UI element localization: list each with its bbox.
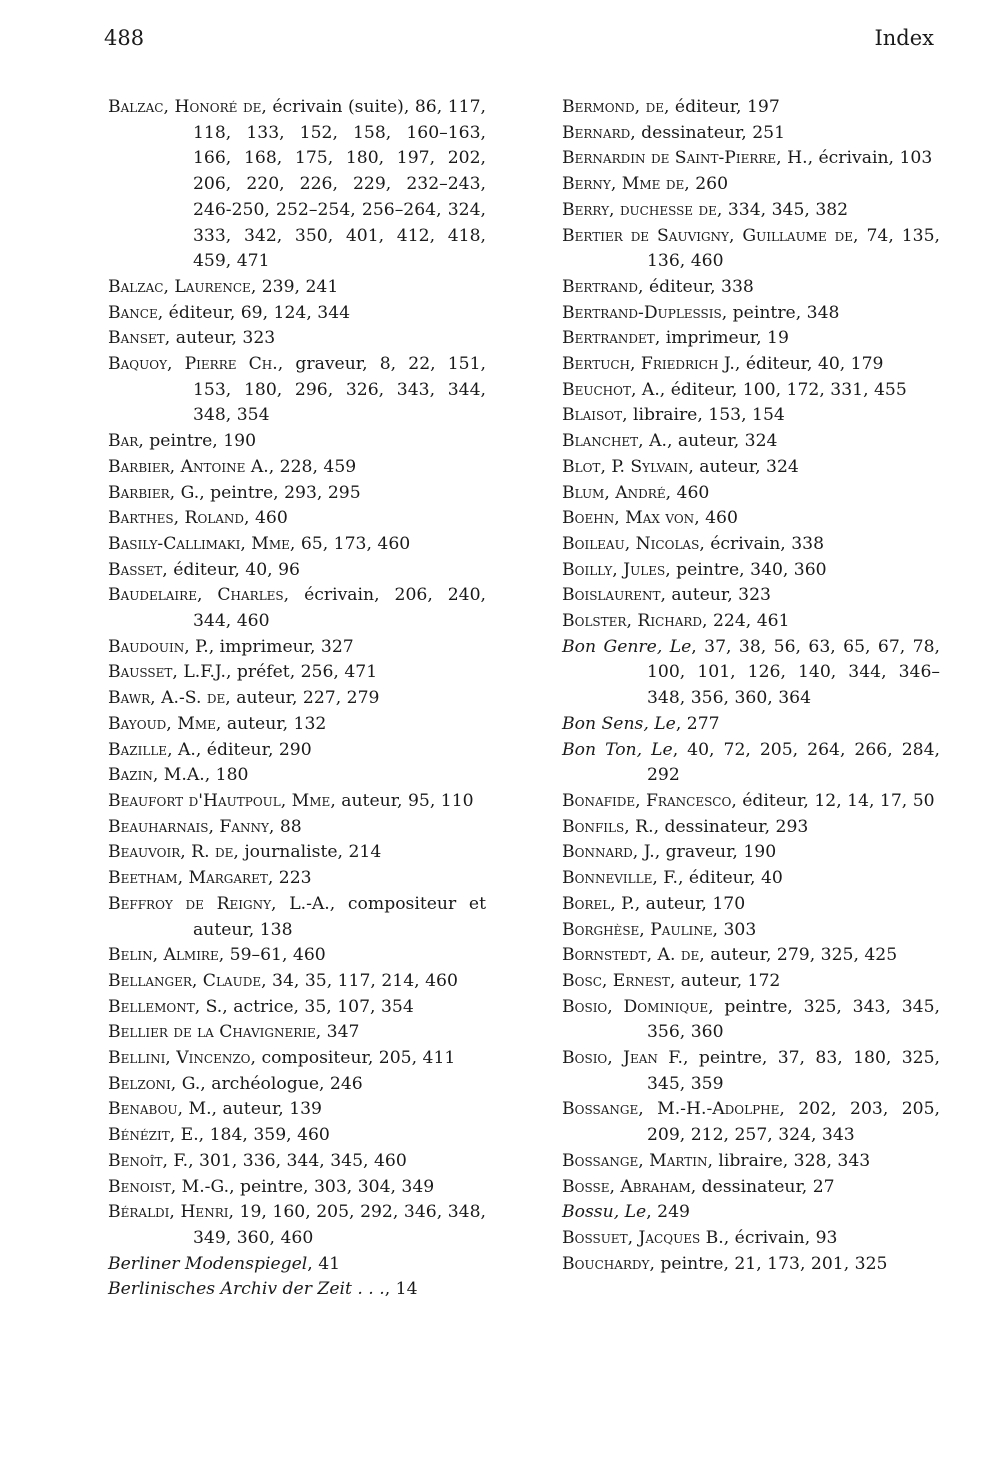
entry-title: Bon Ton, Le <box>562 739 673 760</box>
index-entry <box>562 326 940 352</box>
index-entry <box>108 1097 486 1123</box>
entry-name: Boilly, Jules <box>562 559 666 580</box>
index-entry <box>108 275 486 301</box>
index-entry <box>562 224 940 275</box>
entry-references: , 74, 135, 136, 460 <box>647 225 940 272</box>
index-entry <box>108 583 486 634</box>
entry-name: Bernard <box>562 122 631 143</box>
index-entry <box>108 660 486 686</box>
entry-name: Borel, P. <box>562 893 635 914</box>
entry-references: , libraire, 153, 154 <box>622 405 785 426</box>
entry-references: , 239, 241 <box>250 276 339 297</box>
entry-references: , éditeur, 338 <box>638 276 754 297</box>
entry-name: Bosse, Abraham <box>562 1176 691 1197</box>
entry-name: Bosio, Jean F. <box>562 1048 683 1069</box>
entry-references: , écrivain, 206, 240, 344, 460 <box>193 585 487 632</box>
entry-references: , 41 <box>307 1253 341 1274</box>
entry-references: , compositeur et auteur, 138 <box>193 893 486 940</box>
index-entry <box>562 738 940 789</box>
entry-references: , auteur, 279, 325, 425 <box>699 945 898 966</box>
page-number: 488 <box>104 26 145 50</box>
entry-references: , 277 <box>675 713 720 734</box>
index-entry <box>562 506 940 532</box>
index-entry <box>108 429 486 455</box>
entry-references: , auteur, 324 <box>688 456 799 477</box>
entry-references: , 224, 461 <box>702 611 790 632</box>
entry-references: , dessinateur, 251 <box>630 122 786 143</box>
index-entry <box>108 840 486 866</box>
entry-name: Boileau, Nicolas <box>562 533 700 554</box>
entry-references: , 303 <box>712 919 757 940</box>
index-entry <box>562 378 940 404</box>
entry-references: , journaliste, 214 <box>233 842 382 863</box>
entry-references: , éditeur, 40 <box>677 868 783 889</box>
entry-title: Bon Genre, Le <box>562 636 692 657</box>
entry-references: , libraire, 328, 343 <box>707 1150 871 1171</box>
entry-references: , dessinateur, 27 <box>690 1176 835 1197</box>
entry-name: Boislaurent <box>562 585 661 606</box>
index-entry <box>108 712 486 738</box>
entry-references: , éditeur, 12, 14, 17, 50 <box>731 790 935 811</box>
index-entry <box>562 146 940 172</box>
entry-name: Beuchot, A. <box>562 379 660 400</box>
entry-name: Bance <box>108 302 158 323</box>
entry-references: , auteur, 323 <box>660 585 771 606</box>
index-entry <box>108 763 486 789</box>
entry-references: , auteur, 172 <box>669 970 781 991</box>
entry-name: Bonneville, F. <box>562 868 678 889</box>
index-entry <box>108 995 486 1021</box>
entry-name: Baquoy, Pierre Ch. <box>108 354 278 375</box>
entry-name: Bellini, Vincenzo <box>108 1048 251 1069</box>
section-title: Index <box>874 26 934 50</box>
entry-references: , peintre, 21, 173, 201, 325 <box>649 1253 888 1274</box>
entry-references: , 37, 38, 56, 63, 65, 67, 78, 100, 101, 126, 140, 344, 346–348, 356, 360, 364 <box>647 636 941 709</box>
entry-name: Bayoud, Mme <box>108 713 216 734</box>
index-entry <box>108 1175 486 1201</box>
index-entry <box>108 455 486 481</box>
entry-references: , 65, 173, 460 <box>289 533 411 554</box>
index-entry <box>562 1097 940 1148</box>
entry-name: Bazille, A. <box>108 739 196 760</box>
entry-name: Berny, Mme de <box>562 174 685 195</box>
entry-name: Baudelaire, Charles <box>108 585 284 606</box>
index-entry <box>562 429 940 455</box>
entry-references: , graveur, 190 <box>654 842 777 863</box>
entry-name: Bellier de la Chavignerie <box>108 1022 316 1043</box>
index-entry <box>562 892 940 918</box>
entry-name: Bolster, Richard <box>562 611 703 632</box>
entry-name: Bénézit, E. <box>108 1125 199 1146</box>
entry-name: Balzac, Laurence <box>108 276 251 297</box>
entry-name: Bausset, L.F.J. <box>108 662 226 683</box>
entry-name: Bosc, Ernest <box>562 970 670 991</box>
index-entry <box>562 1149 940 1175</box>
index-entry <box>562 1200 940 1226</box>
entry-name: Borghèse, Pauline <box>562 919 713 940</box>
index-entry <box>108 1149 486 1175</box>
entry-name: Beetham, Margaret <box>108 868 268 889</box>
entry-references: , auteur, 95, 110 <box>330 790 474 811</box>
entry-name: Bossange, Martin <box>562 1150 708 1171</box>
index-entry <box>562 1046 940 1097</box>
entry-references: , auteur, 227, 279 <box>225 688 380 709</box>
index-entry <box>562 969 940 995</box>
entry-name: Bouchardy <box>562 1253 650 1274</box>
entry-name: Berry, duchesse de <box>562 199 717 220</box>
index-entry <box>108 892 486 943</box>
entry-references: , 223 <box>267 868 312 889</box>
entry-references: , archéologue, 246 <box>200 1073 363 1094</box>
entry-name: Benoist, M.-G. <box>108 1176 230 1197</box>
entry-references: , peintre, 348 <box>721 302 840 323</box>
entry-references: , 34, 35, 117, 214, 460 <box>261 970 458 991</box>
entry-name: Blaisot <box>562 405 623 426</box>
entry-name: Bertrand-Duplessis <box>562 302 722 323</box>
index-entry <box>108 532 486 558</box>
entry-name: Bonafide, Francesco <box>562 790 732 811</box>
entry-title: Bossu, Le <box>562 1202 647 1223</box>
entry-references: , peintre, 340, 360 <box>665 559 827 580</box>
index-entry <box>108 1020 486 1046</box>
entry-references: , 88 <box>268 816 302 837</box>
entry-references: , auteur, 324 <box>666 431 778 452</box>
entry-title: Berliner Modenspiegel <box>108 1253 308 1274</box>
index-entry <box>562 301 940 327</box>
index-entry <box>562 121 940 147</box>
entry-name: Blum, André <box>562 482 666 503</box>
entry-references: , auteur, 323 <box>164 328 276 349</box>
index-entry <box>108 506 486 532</box>
index-entry <box>562 712 940 738</box>
entry-references: , peintre, 293, 295 <box>199 482 361 503</box>
entry-references: , 460 <box>694 508 738 529</box>
index-entry <box>108 815 486 841</box>
index-entry <box>108 1200 486 1251</box>
index-entry <box>562 403 940 429</box>
index-entry <box>108 352 486 429</box>
entry-name: Bertrandet <box>562 328 655 349</box>
entry-references: , éditeur, 40, 179 <box>734 354 884 375</box>
entry-name: Bar <box>108 431 139 452</box>
entry-references: , actrice, 35, 107, 354 <box>222 996 414 1017</box>
entry-references: , imprimeur, 327 <box>208 636 354 657</box>
index-entry <box>562 352 940 378</box>
entry-name: Basily-Callimaki, Mme <box>108 533 290 554</box>
index-entry <box>108 301 486 327</box>
index-entry <box>562 1226 940 1252</box>
entry-name: Bellanger, Claude <box>108 970 262 991</box>
entry-name: Bertuch, Friedrich J. <box>562 354 735 375</box>
entry-references: , écrivain, 338 <box>699 533 825 554</box>
index-entry <box>562 95 940 121</box>
entry-references: , peintre, 37, 83, 180, 325, 345, 359 <box>647 1048 940 1094</box>
entry-name: Beaufort d'Hautpoul, Mme <box>108 790 331 811</box>
index-entry <box>108 1252 486 1278</box>
index-entry <box>562 198 940 224</box>
entry-name: Belzoni, G. <box>108 1073 201 1094</box>
index-entry <box>562 815 940 841</box>
entry-references: , préfet, 256, 471 <box>225 662 378 683</box>
index-entry <box>108 481 486 507</box>
entry-name: Beauharnais, Fanny <box>108 816 269 837</box>
index-entry <box>562 275 940 301</box>
entry-references: , imprimeur, 19 <box>654 328 789 349</box>
entry-name: Bonnard, J. <box>562 842 655 863</box>
entry-name: Bertier de Sauvigny, Guillaume de <box>562 225 854 246</box>
running-header <box>104 26 934 56</box>
entry-references: , 249 <box>646 1202 690 1223</box>
entry-name: Bernardin de Saint-Pierre, H. <box>562 148 808 169</box>
entry-references: , 334, 345, 382 <box>716 199 849 220</box>
entry-name: Benoît, F. <box>108 1150 189 1171</box>
entry-name: Balzac, Honoré de <box>108 97 262 117</box>
entry-name: Beauvoir, R. de <box>108 842 234 863</box>
index-entry <box>562 583 940 609</box>
entry-references: , écrivain, 103 <box>807 148 933 169</box>
entry-references: , 460 <box>665 482 710 503</box>
entry-name: Bazin, M.A. <box>108 765 205 786</box>
entry-references: , éditeur, 100, 172, 331, 455 <box>659 379 907 400</box>
index-entry <box>108 95 486 275</box>
index-entry <box>108 943 486 969</box>
index-column-left <box>108 95 486 1303</box>
entry-references: , compositeur, 205, 411 <box>250 1048 456 1069</box>
entry-references: , éditeur, 197 <box>663 97 780 117</box>
entry-title: Bon Sens, Le <box>562 713 676 734</box>
entry-name: Boehn, Max von <box>562 508 695 529</box>
entry-title: Berlinisches Archiv der Zeit . . . <box>108 1279 385 1300</box>
entry-name: Blot, P. Sylvain <box>562 456 689 477</box>
entry-name: Barthes, Roland <box>108 508 245 529</box>
entry-name: Basset <box>108 559 163 580</box>
index-entry <box>108 969 486 995</box>
index-entry <box>562 840 940 866</box>
index-entry <box>108 1046 486 1072</box>
index-entry <box>562 481 940 507</box>
index-entry <box>562 558 940 584</box>
index-entry <box>562 455 940 481</box>
index-entry <box>562 172 940 198</box>
index-entry <box>108 1072 486 1098</box>
entry-references: , éditeur, 290 <box>195 739 312 760</box>
entry-references: , 347 <box>315 1022 360 1043</box>
entry-name: Bermond, de <box>562 97 664 117</box>
entry-references: , 59–61, 460 <box>218 945 326 966</box>
entry-references: , éditeur, 40, 96 <box>162 559 300 580</box>
entry-name: Bellemont, S. <box>108 996 223 1017</box>
entry-name: Bonfils, R. <box>562 816 654 837</box>
index-entry <box>562 866 940 892</box>
entry-name: Bawr, A.-S. de <box>108 688 226 709</box>
index-entry <box>562 918 940 944</box>
index-entry <box>562 943 940 969</box>
index-entry <box>562 1175 940 1201</box>
index-entry <box>562 789 940 815</box>
entry-name: Beffroy de Reigny, L.-A. <box>108 893 330 914</box>
entry-references: , peintre, 303, 304, 349 <box>229 1176 435 1197</box>
entry-name: Barbier, G. <box>108 482 200 503</box>
index-entry <box>108 326 486 352</box>
entry-references: , 184, 359, 460 <box>198 1125 330 1146</box>
entry-references: , auteur, 132 <box>215 713 327 734</box>
index-entry <box>108 635 486 661</box>
entry-name: Banset <box>108 328 165 349</box>
entry-name: Bossange, M.-H.-Adolphe <box>562 1099 780 1120</box>
index-entry <box>108 789 486 815</box>
index-entry <box>562 609 940 635</box>
entry-references: , éditeur, 69, 124, 344 <box>157 302 351 323</box>
index-column-right <box>562 95 940 1277</box>
entry-references: , écrivain, 93 <box>723 1227 838 1248</box>
entry-name: Baudouin, P. <box>108 636 209 657</box>
entry-references: , 202, 203, 205, 209, 212, 257, 324, 343 <box>647 1099 940 1146</box>
entry-references: , 228, 459 <box>268 456 357 477</box>
index-entry <box>562 1252 940 1278</box>
entry-name: Blanchet, A. <box>562 431 667 452</box>
index-entry <box>108 1123 486 1149</box>
index-entry <box>108 1277 486 1303</box>
entry-name: Benabou, M. <box>108 1099 212 1120</box>
index-entry <box>108 866 486 892</box>
entry-references: , peintre, 190 <box>138 431 257 452</box>
entry-name: Bossuet, Jacques B. <box>562 1227 724 1248</box>
entry-name: Bertrand <box>562 276 639 297</box>
index-entry <box>108 738 486 764</box>
entry-references: , écrivain (suite), 86, 117, 118, 133, 152, 158, 160–163, 166, 168, 175, 180, 197, 202, 206, 220, 226, 229, 232–243, 246-250, 252–254, 256–264, 324, 333, 342, 350, 401, 412, 418, 459, 471 <box>193 97 486 272</box>
entry-references: , 19, 160, 205, 292, 346, 348, 349, 360, 460 <box>193 1202 486 1248</box>
entry-references: , 460 <box>244 508 288 529</box>
entry-name: Béraldi, Henri <box>108 1202 229 1223</box>
entry-name: Barbier, Antoine A. <box>108 456 269 477</box>
index-entry <box>108 558 486 584</box>
entry-name: Bornstedt, A. de <box>562 945 700 966</box>
index-entry <box>108 686 486 712</box>
entry-name: Belin, Almire <box>108 945 219 966</box>
entry-references: , 301, 336, 344, 345, 460 <box>188 1150 407 1171</box>
index-entry <box>562 995 940 1046</box>
entry-references: , peintre, 325, 343, 345, 356, 360 <box>647 996 940 1043</box>
entry-references: , 180 <box>204 765 249 786</box>
entry-references: , graveur, 8, 22, 151, 153, 180, 296, 326, 343, 344, 348, 354 <box>193 354 487 426</box>
entry-references: , auteur, 139 <box>211 1099 322 1120</box>
entry-name: Bosio, Dominique <box>562 996 709 1017</box>
entry-references: , 260 <box>684 174 728 195</box>
entry-references: , auteur, 170 <box>634 893 746 914</box>
index-entry <box>562 635 940 712</box>
entry-references: , 40, 72, 205, 264, 266, 284, 292 <box>647 739 940 786</box>
entry-references: , dessinateur, 293 <box>653 816 809 837</box>
entry-references: , 14 <box>384 1279 418 1300</box>
index-entry <box>562 532 940 558</box>
